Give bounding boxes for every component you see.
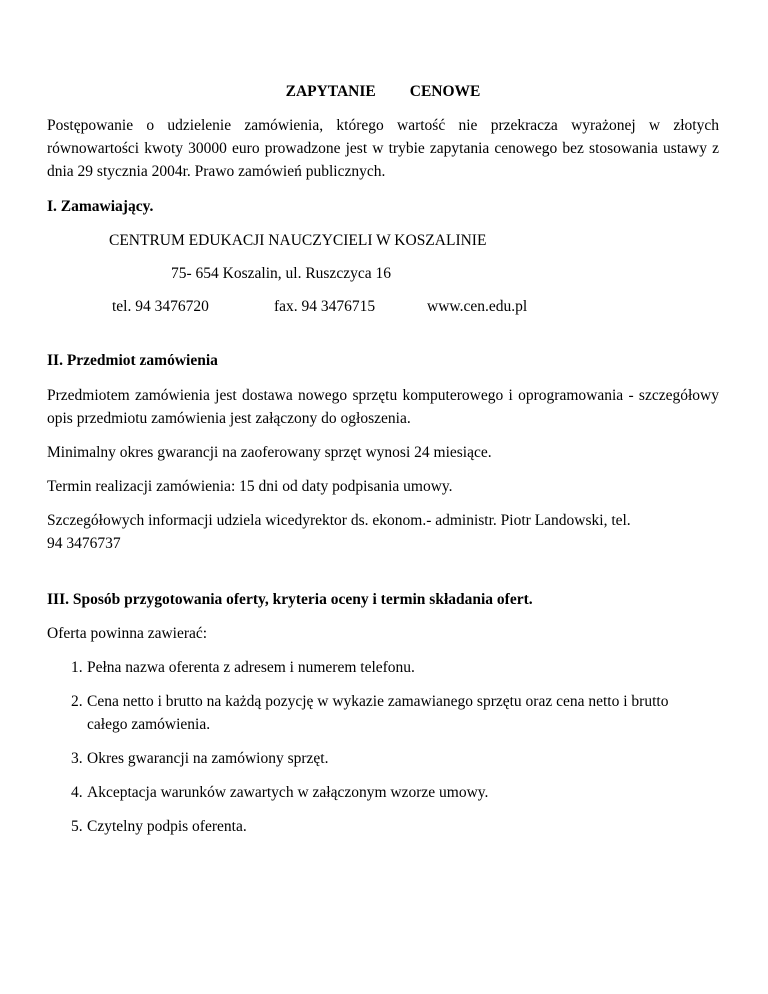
list-item [47,781,719,804]
list-item-text: Cena netto i brutto na każdą pozycję w wykazie zamawianego sprzętu oraz cena netto i brutto całego zamówienia. [87,693,669,733]
list-item-text: Akceptacja warunków zawartych w załączonym wzorze umowy. [87,784,489,801]
list-item-number: 4. [71,784,83,801]
section-3-heading: III. Sposób przygotowania oferty, kryteria oceny i termin składania ofert. [47,591,533,608]
section-2-paragraph-3: Termin realizacji zamówienia: 15 dni od daty podpisania umowy. [47,478,453,495]
section-2-heading: II. Przedmiot zamówienia [47,352,218,369]
list-item [47,656,719,679]
section-2-paragraph-4: Szczegółowych informacji udziela wicedyrektor ds. ekonom.- administr. Piotr Landowski, tel. 94 3476737 [47,512,631,552]
title-word-2: CENOWE [409,83,481,100]
org-phone: tel. 94 3476720 [112,298,209,315]
list-item-number: 3. [71,750,83,767]
list-item-number: 2. [71,693,83,710]
list-item [47,815,719,838]
section-2-paragraph-1: Przedmiotem zamówienia jest dostawa nowego sprzętu komputerowego i oprogramowania - szczegółowy opis przedmiotu zamówienia jest załączony do ogłoszenia. [47,387,719,427]
org-name: CENTRUM EDUKACJI NAUCZYCIELI W KOSZALINIE [109,232,487,249]
list-item [47,747,719,770]
list-item-text: Okres gwarancji na zamówiony sprzęt. [87,750,329,767]
list-item-number: 5. [71,818,83,835]
org-contact [47,295,719,318]
intro-paragraph: Postępowanie o udzielenie zamówienia, którego wartość nie przekracza wyrażonej w złotych równowartości kwoty 30000 euro prowadzone jest w trybie zapytania cenowego bez stosowania ustawy z dnia 29 stycznia 2004r. Prawo zamówień publicznych. [47,117,719,180]
document-title [47,80,719,103]
document-page [47,80,719,838]
org-address: 75- 654 Koszalin, ul. Ruszczyca 16 [171,265,391,282]
org-fax: fax. 94 3476715 [274,298,376,315]
section-3-lead: Oferta powinna zawierać: [47,625,208,642]
list-item-text: Pełna nazwa oferenta z adresem i numerem telefonu. [87,659,415,676]
section-1-heading: I. Zamawiający. [47,198,154,215]
list-item-text: Czytelny podpis oferenta. [87,818,247,835]
title-word-1: ZAPYTANIE [285,83,376,100]
offer-requirements-list [47,656,719,838]
section-2-paragraph-2: Minimalny okres gwarancji na zaoferowany sprzęt wynosi 24 miesiące. [47,444,492,461]
list-item-number: 1. [71,659,83,676]
section-2-body [47,384,719,555]
org-website: www.cen.edu.pl [427,298,528,315]
list-item [47,690,677,736]
